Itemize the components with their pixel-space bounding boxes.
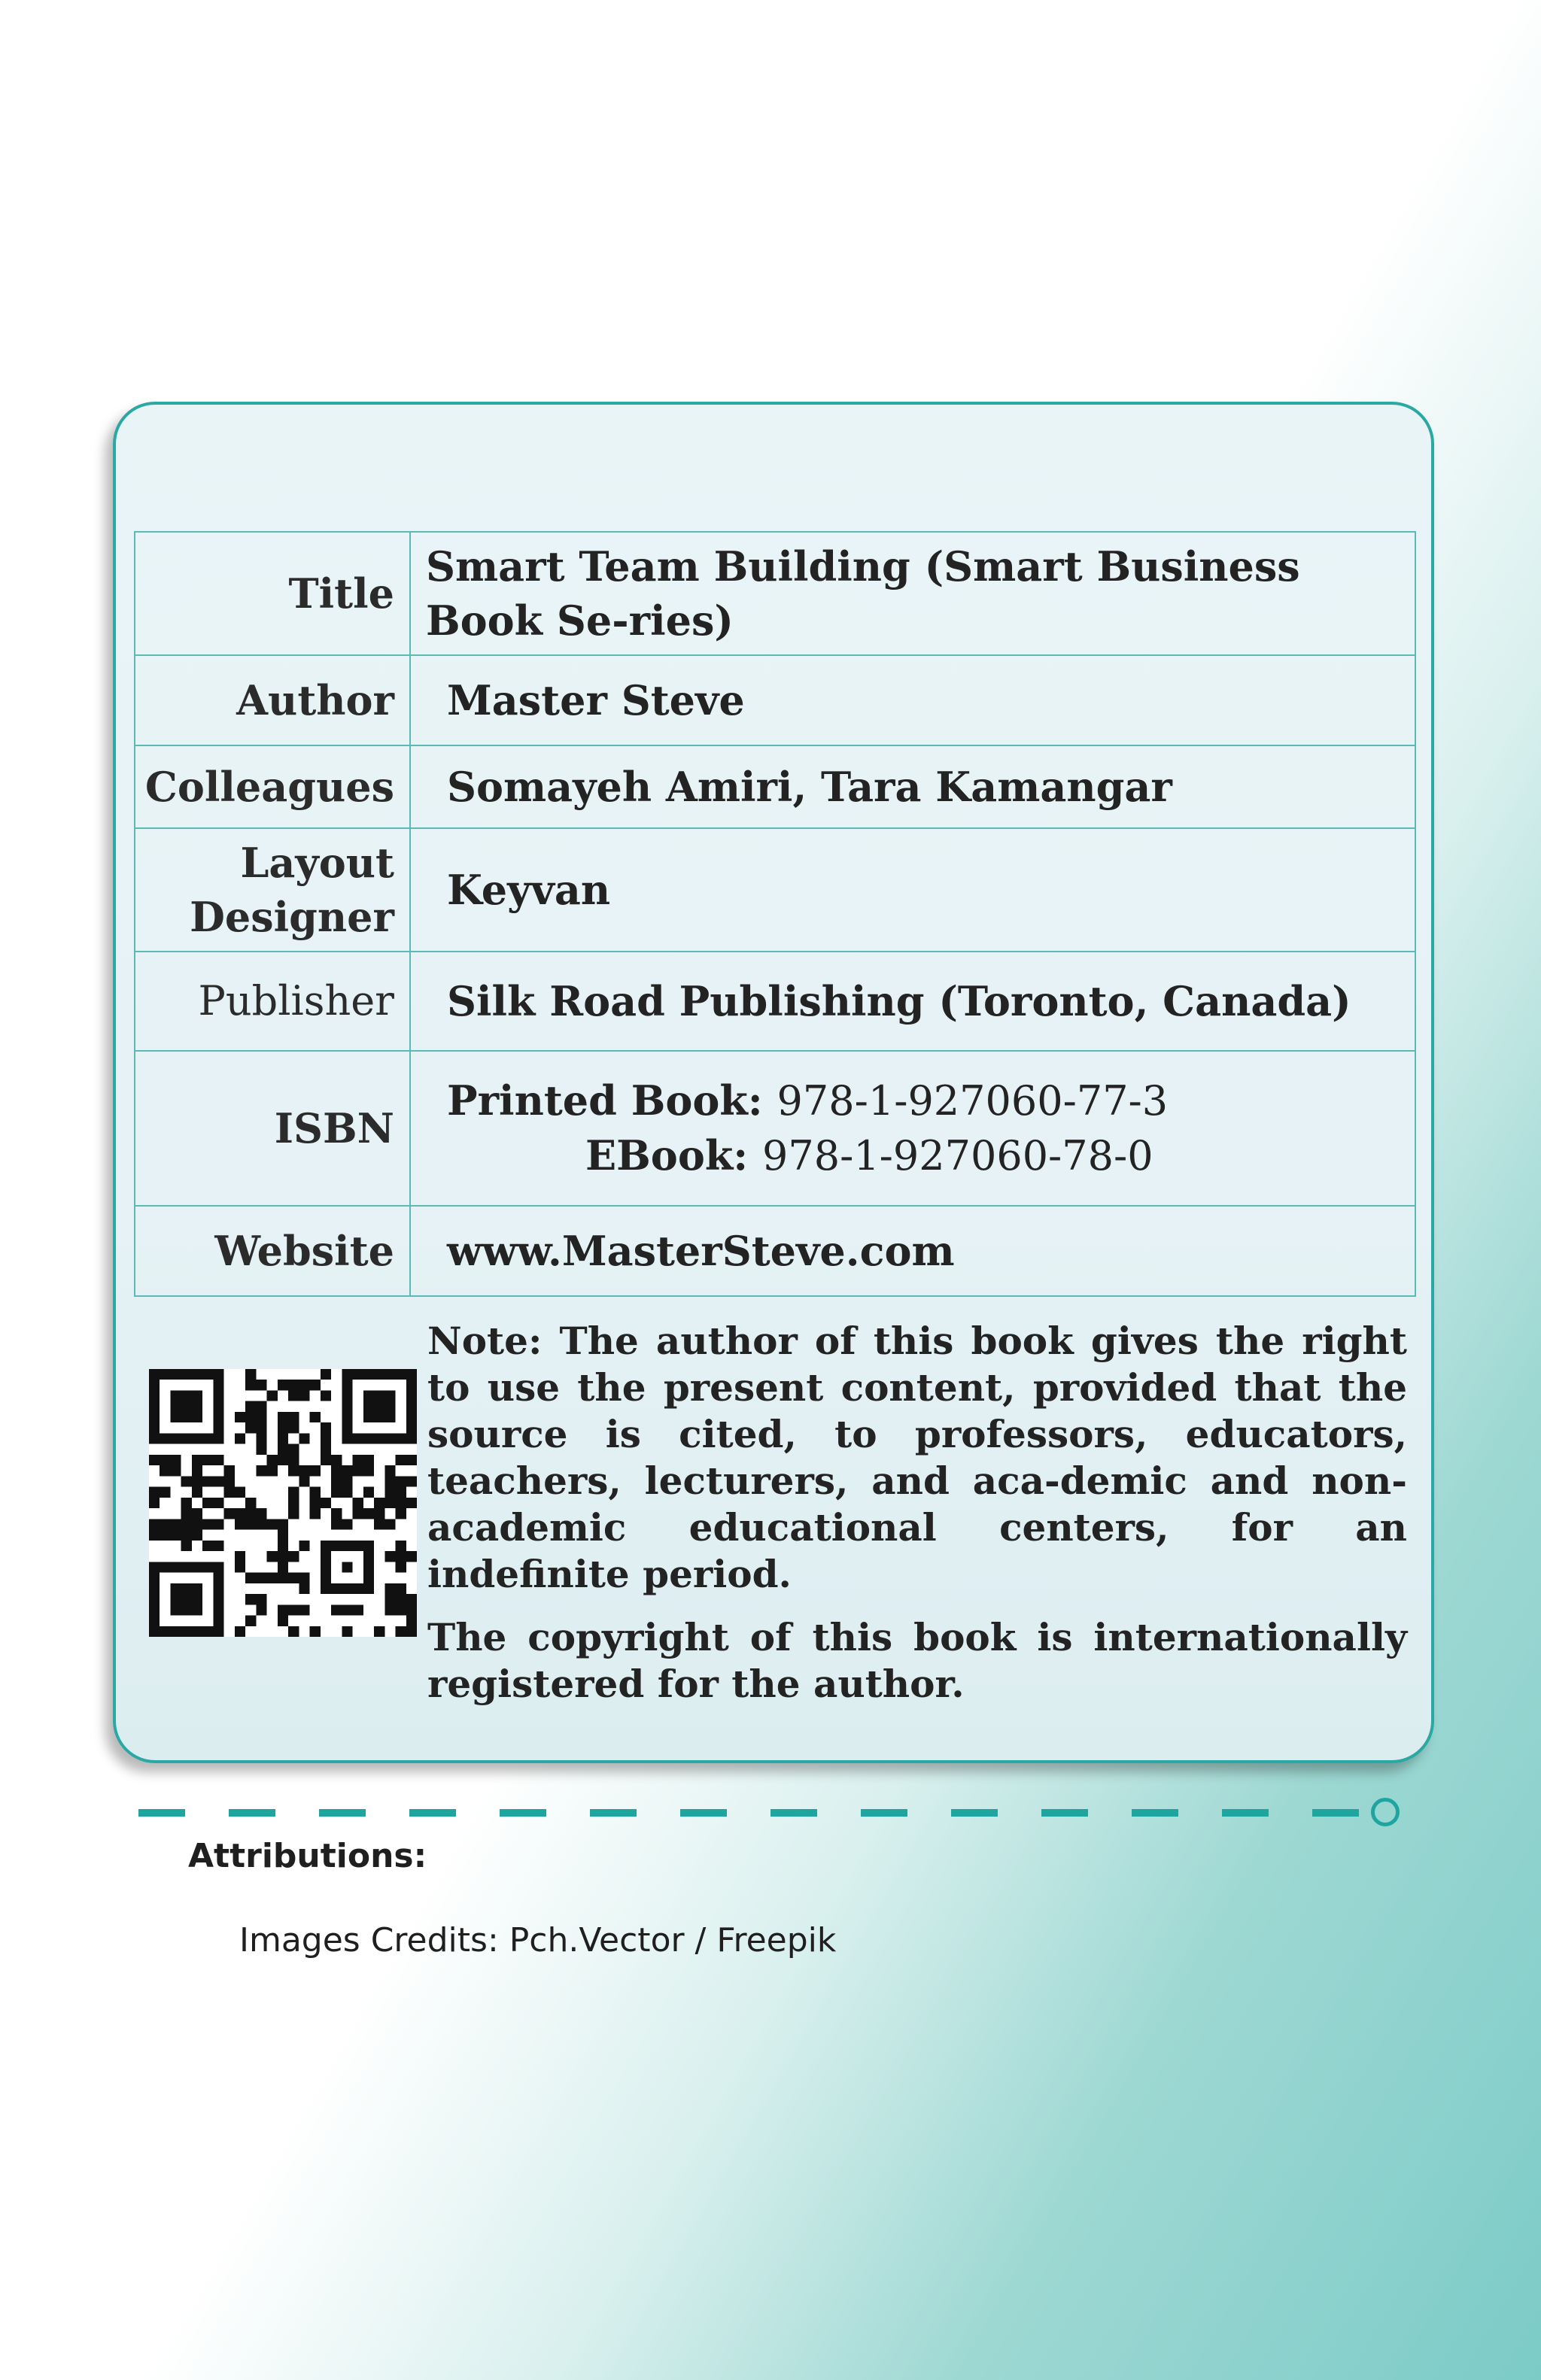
layout-label-line1: Layout [240,839,394,887]
website-value[interactable]: www.MasterSteve.com [410,1206,1415,1296]
title-value: Smart Team Building (Smart Business Book Se-ries) [410,532,1415,655]
qr-code-icon[interactable] [149,1369,417,1637]
table-row-author [135,655,1415,745]
title-label: Title [135,532,410,655]
publisher-value: Silk Road Publishing (Toronto, Canada) [410,952,1415,1051]
publisher-label: Publisher [135,952,410,1051]
layout-label-line2: Designer [190,893,394,941]
table-row-title [135,532,1415,655]
image-credits: Images Credits: Pch.Vector / Freepik [239,1921,837,1960]
dashed-divider [138,1808,1403,1817]
note-paragraph-2: The copyright of this book is internationally registered for the author. [427,1615,1407,1706]
isbn-ebook [447,1128,1415,1183]
layout-designer-value: Keyvan [410,828,1415,952]
isbn-ebook-value: 978-1-927060-78-0 [762,1132,1153,1179]
author-value: Master Steve [410,655,1415,745]
isbn-ebook-label: EBook: [585,1131,749,1179]
table-row-isbn [135,1051,1415,1206]
layout-designer-label [135,828,410,952]
isbn-printed-value: 978-1-927060-77-3 [777,1077,1169,1125]
divider-end-circle-icon [1371,1798,1400,1826]
isbn-printed-label: Printed Book: [447,1076,763,1125]
isbn-label: ISBN [135,1051,410,1206]
table-row-colleagues [135,745,1415,828]
usage-note [427,1318,1407,1724]
table-row-layout-designer [135,828,1415,952]
book-info-table [134,531,1416,1297]
table-row-website [135,1206,1415,1296]
info-card [113,402,1434,1763]
author-label: Author [135,655,410,745]
colleagues-value: Somayeh Amiri, Tara Kamangar [410,745,1415,828]
isbn-values [410,1051,1415,1206]
note-paragraph-1: Note: The author of this book gives the right to use the present content, provided that the source is cited, to professors, educators, teachers, lecturers, and aca-demic and non-academic educational centers, for an indefinite period. [427,1319,1407,1596]
table-row-publisher [135,952,1415,1051]
isbn-printed [447,1073,1415,1128]
colleagues-label: Colleagues [135,745,410,828]
attributions-label: Attributions: [188,1837,427,1875]
website-label: Website [135,1206,410,1296]
